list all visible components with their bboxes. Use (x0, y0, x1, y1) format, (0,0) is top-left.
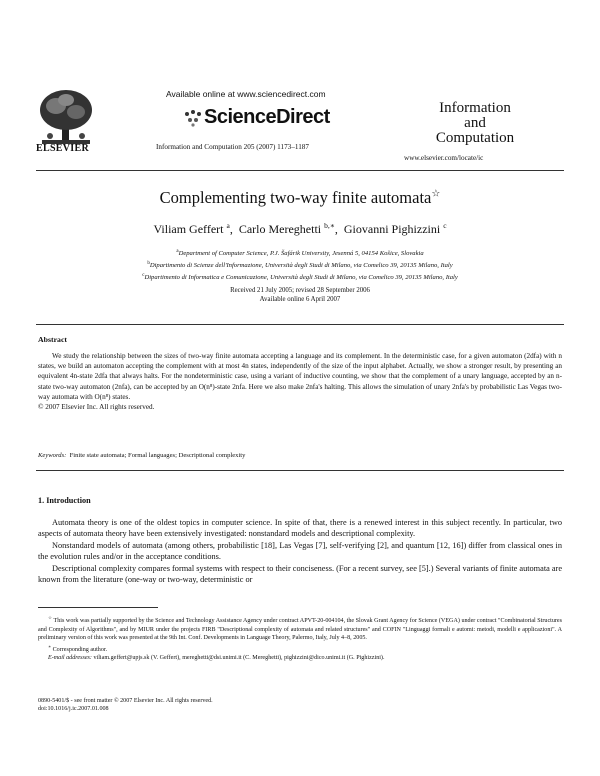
affiliation-line (70, 271, 530, 283)
footnote-text: Corresponding author. (52, 646, 108, 653)
affiliation-text: Dipartimento di Scienze dell'Informazione, Università degli Studi di Milano, via Comelico 39, 20135 Milano, Italy (149, 262, 453, 270)
journal-logo-line: Information (439, 100, 511, 116)
intro-paragraph: Automata theory is one of the oldest topics in computer science. In spite of that, there is a renewed interest in this subject recently. In particular, two aspects of automata theory have been extensively investigated: nonstandard models and descriptional complexity. (38, 518, 562, 539)
sciencedirect-dots-icon (183, 108, 203, 128)
article-dates (0, 286, 600, 304)
issn-line: 0890-5401/$ - see front matter © 2007 Elsevier Inc. All rights reserved. (38, 698, 213, 704)
email-addresses[interactable]: viliam.geffert@upjs.sk (V. Geffert), mereghetti@dsi.unimi.it (C. Mereghetti), pighizzini@dico.unimi.it (G. Pighizzini). (93, 655, 385, 662)
email-label: E-mail addresses: (48, 655, 92, 662)
paper-title (0, 188, 600, 208)
journal-logo-line: Computation (435, 130, 515, 146)
keywords-label: Keywords: (38, 452, 67, 459)
affiliations (70, 247, 530, 284)
journal-logo (400, 101, 550, 146)
header-rule (36, 170, 564, 171)
journal-url[interactable]: www.elsevier.com/locate/ic (404, 154, 484, 162)
email-line (38, 654, 562, 663)
footnote-rule (38, 607, 158, 608)
sciencedirect-logo: ScienceDirect (204, 106, 330, 128)
keywords (38, 452, 245, 459)
abstract-heading: Abstract (38, 335, 68, 344)
publisher-name: ELSEVIER (36, 143, 89, 154)
intro-paragraph: Nonstandard models of automata (among others, probabilistic [18], Las Vegas [7], self-verifying [2], and quantum [12, 16]) differ from classical ones in the evolution rules and/or in the acceptance conditions. (38, 540, 562, 562)
affiliation-line (70, 259, 530, 271)
footnote-text: This work was partially supported by the Science and Technology Assistance Agency under contract APVT-20-004104, the Slovak Grant Agency for Science (VEGA) under contract "Combinatorial Structures and Complexity of Algorithms", and by MIUR under the projects FIRB "Descriptional complexity of automata and related structures" and COFIN "Linguaggi formali e automi: metodi, modelli e applicazioni". A preliminary version of this work was presented at the 9th Int. Conf. Developments in Language Theory, Palermo, Italy, July 4–8, 2005. (38, 618, 562, 642)
footnotes (38, 614, 562, 663)
author-name: Giovanni Pighizzini (343, 222, 441, 236)
affiliation-text: Dipartimento di Informatica e Comunicazione, Università degli Studi di Milano, via Comelico 39, 20135 Milano, Italy (144, 274, 458, 282)
author-affiliation-mark[interactable]: b,∗ (324, 221, 335, 230)
author-affiliation-mark[interactable]: c (443, 221, 447, 230)
footnote-mark: ∗ (48, 643, 52, 649)
title-footnote-mark[interactable]: ☆ (431, 188, 441, 200)
footnote (38, 643, 562, 655)
front-matter-info (38, 697, 213, 714)
footnote-mark: ☆ (48, 615, 53, 620)
title-text: Complementing two-way finite automata (159, 188, 432, 207)
introduction-body (38, 517, 562, 585)
affiliation-mark: a (176, 249, 179, 254)
affiliation-mark: c (142, 273, 145, 279)
abstract-top-rule (36, 324, 564, 325)
author-list: Viliam Geffert $^a$, Carlo Mereghetti $^{b,∗}$, Giovanni Pighizzini $^c$ (153, 221, 447, 236)
author-name: Viliam Geffert (153, 222, 224, 236)
keywords-text: Finite state automata; Formal languages; Descriptional complexity (69, 452, 246, 459)
section-heading: 1. Introduction (38, 496, 91, 505)
received-date: Received 21 July 2005; revised 28 September 2006 (230, 287, 370, 294)
abstract-bottom-rule (36, 470, 564, 471)
online-date: Available online 6 April 2007 (259, 296, 341, 303)
abstract-body (38, 351, 562, 412)
journal-citation: Information and Computation 205 (2007) 1173–1187 (156, 143, 309, 151)
doi-line[interactable]: doi:10.1016/j.ic.2007.01.008 (38, 706, 109, 713)
footnote (38, 614, 562, 643)
available-online-line[interactable]: Available online at www.sciencedirect.com (166, 89, 326, 99)
journal-logo-line: and (464, 115, 486, 131)
affiliation-line (70, 247, 530, 259)
author-affiliation-mark[interactable]: a (226, 221, 230, 230)
author-name: Carlo Mereghetti (238, 222, 322, 236)
affiliation-mark: b (147, 261, 150, 267)
abstract-paragraph: We study the relationship between the sizes of two-way finite automata accepting a language and its complement. In the deterministic case, for a given automaton (2dfa) with n states, we build an automaton accepting the complement with at most 4n states, independently of the size of the input alphabet. Actually, we show a stronger result, by presenting an equivalent 4n-state 2dfa that always halts. For the nondeterministic case, using a variant of inductive counting, we show that the complement of a unary language, accepted by an n-state two-way automaton (2nfa), can be accepted by an O(n⁸)-state 2nfa. Here we also make 2nfa's halting. This allows the simulation of unary 2nfa's by probabilistic Las Vegas two-way automata with O(n⁸) states. (38, 352, 562, 401)
copyright-line: © 2007 Elsevier Inc. All rights reserved. (38, 403, 155, 412)
intro-paragraph: Descriptional complexity compares formal systems with respect to their conciseness. (For a recent survey, see [5].) Several variants of finite automata are known from the literature (one-way or two-way, deterministic or (38, 563, 563, 585)
affiliation-text: Department of Computer Science, P.J. Šafárik University, Jesenná 5, 04154 Košice, Slovakia (178, 250, 424, 258)
